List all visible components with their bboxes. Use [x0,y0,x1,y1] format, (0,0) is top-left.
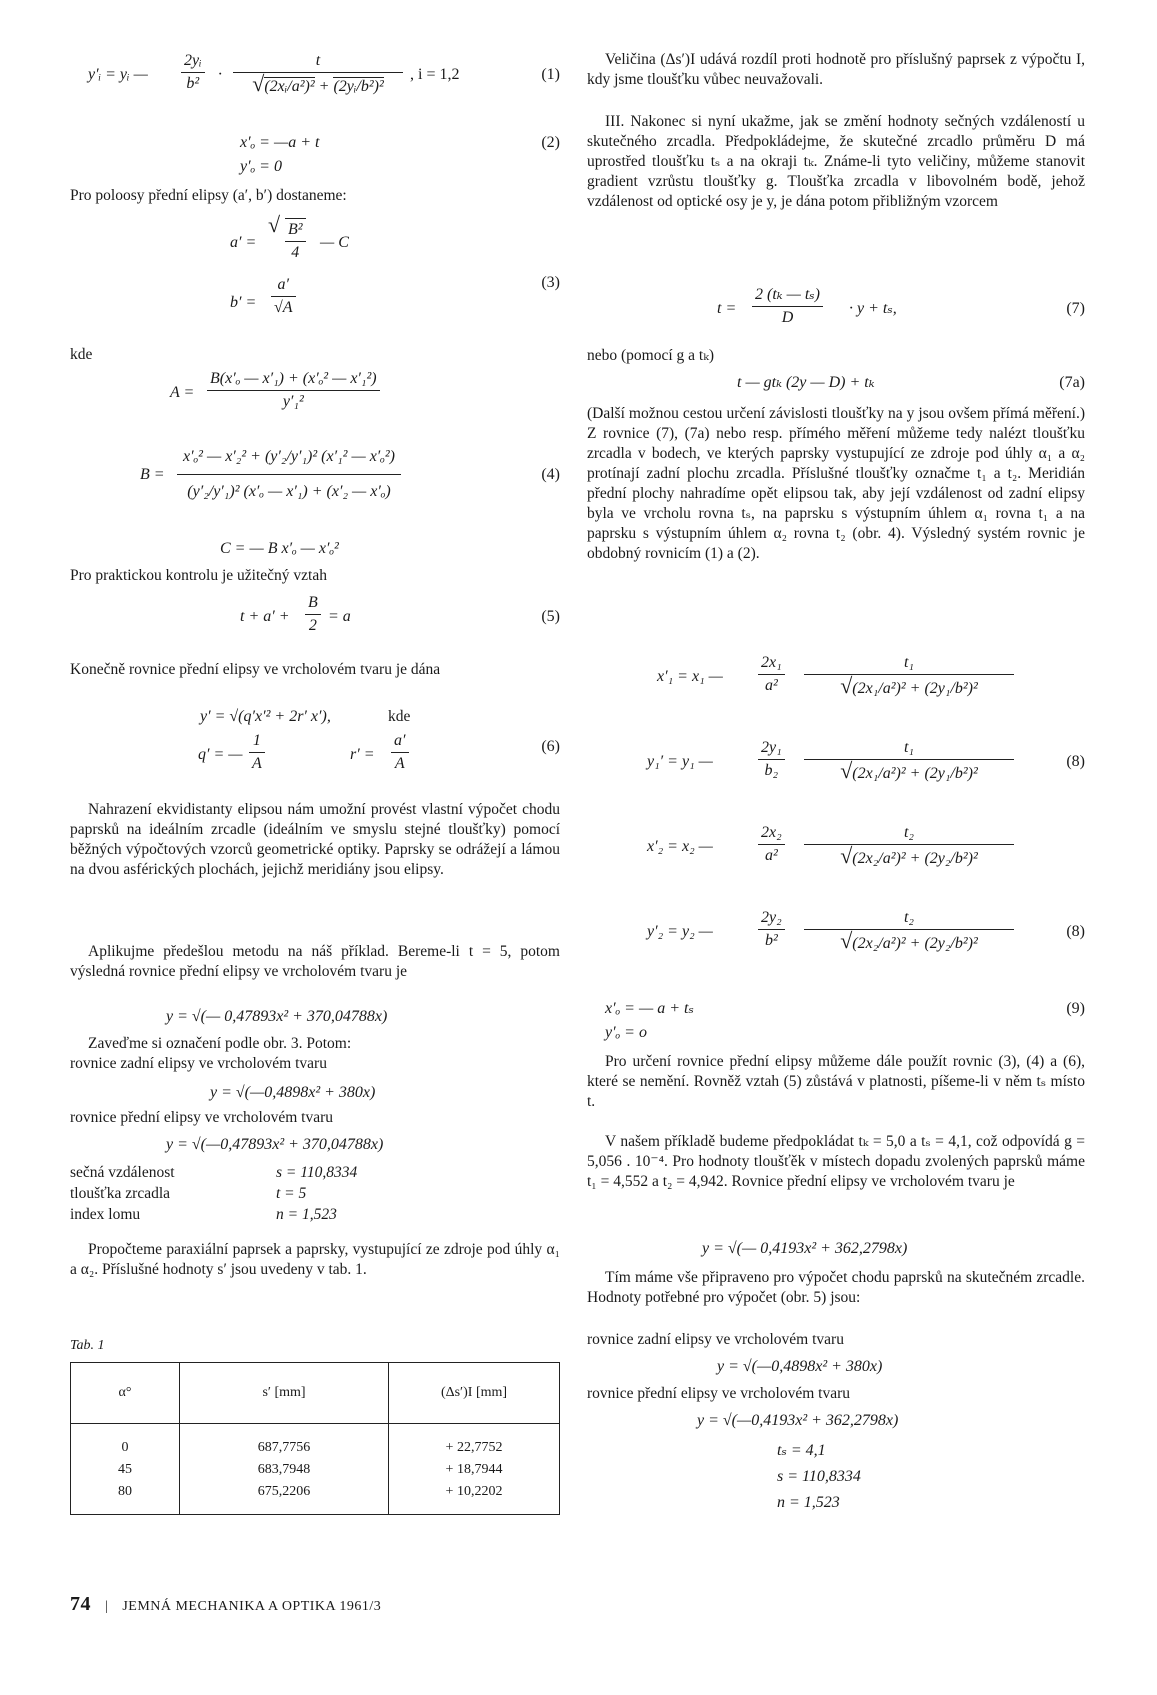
equation-9 [587,998,1085,1048]
equation-3: a′ = √ $\frac{\text{B²}}{4}$ — C b′ = $\frac{a'}{√A}$ (3) [70,212,560,332]
eq1-frac: $\frac{\text{2yᵢ}}{\text{b²}}$ [181,50,205,95]
eq8-row: y₁′ = y₁ — $\frac{\text{2y₁}}{\text{b₂}}$ $\frac{\text{t₁}}{\text{√(2x₁/a²)² + (2y₁/b²)²}}$ (8) [647,739,1085,783]
eq8-number-repeat: (8) [1066,923,1085,940]
eq1-lhs: y′ᵢ = yᵢ — [88,66,148,83]
param-row: sečná vzdálenost s = 110,8334 [70,1164,358,1181]
label-rear-ellipse-2: rovnice zadní elipsy ve vrcholovém tvaru [587,1331,844,1348]
label-front-ellipse-2: rovnice přední elipsy ve vrcholovém tvaru [587,1385,850,1402]
table-caption: Tab. 1 [70,1338,105,1353]
eqB-frac: $\frac{\text{x′ₒ² — x′₂² + (y′₂/y′₁)² (x′₁² — x′ₒ²)}}{\text{(y′₂/y′₁)² (x′ₒ — x′₁) + (x′₂ — x′ₒ)}}$ [177,440,401,509]
eq3b-lhs: b′ = [230,294,257,311]
param-s: s = 110,8334 [777,1468,861,1485]
table-header: (Δs′)I [mm] [389,1363,560,1424]
equation-1 [70,48,560,128]
paragraph-finally: Konečně rovnice přední elipsy ve vrcholovém tvaru je dána [70,661,441,678]
paragraph-compute: Propočteme paraxiální paprsek a paprsky, vystupující ze zdroje pod úhly α₁ a α₂. Příslušné hodnoty s′ jsou uvedeny v tab. 1. [70,1241,560,1278]
paragraph-III: III. Nakonec si nyní ukažme, jak se změní hodnoty sečných vzdáleností u skutečného zrcadla. Předpokládejme, že skutečné zrcadlo průměru D má uprostřed tloušťku tₛ a na okraji tₖ. Známe-li tyto veličiny, můžeme stanovit gradient vzrůstu tloušťky g. Tloušťka zrcadla v libovolném bodě, jehož vzdálenost od optické osy je y, je dána potom přibližným vzorcem [587,113,1085,210]
paragraph-ready: Tím máme vše připraveno pro výpočet chodu paprsků na skutečném zrcadle. Hodnoty potřebné pro výpočet (obr. 5) jsou: [587,1269,1085,1306]
footer-separator: | [105,1599,109,1614]
eq3a-frac: $\frac{\text{B²}}{4}$ [285,218,306,264]
eq2-line-a: x′ₒ = —a + t [240,134,320,151]
label-front-ellipse: rovnice přední elipsy ve vrcholovém tvaru [70,1109,333,1126]
eq8-row: y′₂ = y₂ — $\frac{\text{2y₂}}{\text{b²}}$ $\frac{\text{t₂}}{\text{√(2x₂/a²)² + (2y₂/b²)²}}$ (8) [647,909,1085,953]
paragraph-determine: Pro určení rovnice přední elipsy můžeme dále použít rovnic (3), (4) a (6), které se nemění. Rovněž vztah (5) zůstává v platnosti, píšeme-li v něm tₛ místo t. [587,1053,1085,1110]
eq3b-frac: $\frac{a'}{√A}$ [271,274,296,319]
eqA-frac: $\frac{\text{B(x′ₒ — x′₁) + (x′ₒ² — x′₁²)}}{\text{y′₁²}}$ [207,368,380,413]
eq4-number: (4) [541,466,560,483]
paragraph-value: Veličina (Δs′)I udává rozdíl proti hodnotě pro příslušný paprsek z výpočtu I, kdy jsme tloušťku vůbec neuvažovali. [587,51,1085,88]
eq8-number: (8) [1066,753,1085,770]
equation-7 [587,284,1085,334]
eqB-lhs: B = [140,466,165,483]
eq5-frac: $\frac{B}{2}$ [305,592,321,637]
param-ts: tₛ = 4,1 [777,1442,826,1459]
table-row: 80 675,2206 + 10,2202 [71,1481,560,1515]
param-row: tloušťka zrcadla t = 5 [70,1185,307,1202]
table-header: s′ [mm] [180,1363,389,1424]
eq9-line-b: y′ₒ = o [605,1024,647,1041]
equation-B [70,440,560,520]
table-row: 45 683,7948 + 18,7944 [71,1459,560,1481]
eq9-number: (9) [1066,1000,1085,1017]
eq3-number: (3) [541,274,560,291]
eq6-q-lhs: q′ = — [198,746,243,763]
eq3a-tail: — C [320,234,349,251]
page-footer [70,1593,381,1616]
eq7-number: (7) [1066,300,1085,317]
eq6-r-frac: $\frac{a'}{A}$ [391,730,409,775]
eq7a-number: (7a) [1059,374,1085,391]
label-kde: kde [70,346,93,363]
equation-8-system [587,652,1085,992]
equation-6 [70,706,560,786]
eq8-row: x′₁ = x₁ — $\frac{\text{2x₁}}{\text{a²}}$ $\frac{\text{t₁}}{\text{√(2x₁/a²)² + (2y₁/b²)²}}$ [587,652,1085,732]
paragraph-example: V našem příkladě budeme předpokládat tₖ = 5,0 a tₛ = 4,1, což odpovídá g = 5,056 . 10⁻⁴. Pro hodnoty tloušťěk v místech dopadu zvolených paprsků máme t₁ = 4,552 a t₂ = 4,942. Rovnice přední elipsy ve vrcholovém tvaru je [587,1133,1085,1190]
paragraph-or: nebo (pomocí g a tₖ) [587,347,715,364]
page-number: 74 [70,1593,91,1615]
param-row: index lomu n = 1,523 [70,1206,337,1223]
table-header-row [71,1363,560,1424]
equation-5 [70,592,560,642]
eq6-r-lhs: r′ = [350,746,375,763]
journal-title: JEMNÁ MECHANIKA A OPTIKA 1961/3 [122,1599,382,1614]
param-n: n = 1,523 [777,1494,840,1511]
eq2-number: (2) [541,134,560,151]
paragraph-introduce: Zaveďme si označení podle obr. 3. Potom: [88,1035,352,1052]
eq7-rhs: · y + tₛ, [849,300,897,317]
eq5-lhs: t + a′ + [240,608,290,625]
eq7-lhs: t = [717,300,737,317]
table-row: 0 687,7756 + 22,7752 [71,1424,560,1460]
eq6-number: (6) [541,738,560,755]
eq9-line-a: x′ₒ = — a + tₛ [605,1000,694,1017]
eq1-number: (1) [541,66,560,83]
eq1-main-frac: $\frac{t}{\text{√(2xᵢ/a²)² + (2yᵢ/b²)²}}$ [233,50,403,98]
eq1-dot: · [218,66,222,83]
paragraph-other: (Další možnou cestou určení závislosti tloušťky na y jsou ovšem přímá měření.) Z rovnice (7), (7a) nebo resp. přímého měření můžeme tedy nalézt tloušťku zrcadla v bodech, ve kterých paprsky vystupující ze zdroje pod úhly α₁ a α₂ protínají zadní plochu zrcadla. Příslušné tloušťky označme t₁ a t₂. Meridián přední plochy nahradíme opět elipsou tak, aby její vzdálenost od zadní elipsy byla ve vrcholu rovna tₛ, na paprsku s výstupním úhlem α₁ rovna t₁ a na paprsku s výstupním úhlem α₂ rovna t₂ (obr. 4). Výsledný systém rovnic je obdobný rovnicím (1) a (2). [587,405,1085,562]
parameters-table [70,1162,560,1225]
eq5-number: (5) [541,608,560,625]
eq6-line-a: y′ = √(q′x′² + 2r′ x′), [200,708,331,725]
eq2-line-b: y′ₒ = 0 [240,158,282,175]
paragraph-apply: Aplikujme předešlou metodu na náš příklad. Bereme-li t = 5, potom výsledná rovnice přední elipsy ve vrcholovém tvaru je [70,943,560,980]
eq6-kde: kde [388,708,411,725]
eq1-condition: , i = 1,2 [410,66,460,83]
paragraph-control: Pro praktickou kontrolu je užitečný vztah [70,567,327,584]
eq7-frac: $\frac{\text{2 (tₖ — tₛ)}}{D}$ [752,284,823,329]
data-table [70,1362,560,1515]
eq3a-lhs: a′ = [230,234,257,251]
table-header: α° [71,1363,180,1424]
eq5-rhs: = a [328,608,351,625]
equation-A [70,368,560,418]
eq6-q-frac: $\frac{1}{A}$ [249,730,265,775]
eqA-lhs: A = [170,384,195,401]
paragraph-replace: Nahrazení ekvidistanty elipsou nám umožní provést vlastní výpočet chodu paprsků na ideálním zrcadle (ideálním ve smyslu stejné tloušťky) pomocí běžných výpočtových vzorců geometrické optiky. Paprsky se odrážejí a lámou na dvou asférických plochách, jejichž meridiány jsou elipsy. [70,801,560,878]
eq8-row: x′₂ = x₂ — $\frac{\text{2x₂}}{\text{a²}}$ $\frac{\text{t₂}}{\text{√(2x₂/a²)² + (2y₂/b²)²}}$ [587,822,1085,902]
paragraph-semiaxes: Pro poloosy přední elipsy (a′, b′) dostaneme: [70,187,347,204]
label-rear-ellipse: rovnice zadní elipsy ve vrcholovém tvaru [70,1055,327,1072]
equation-2 [70,132,560,180]
